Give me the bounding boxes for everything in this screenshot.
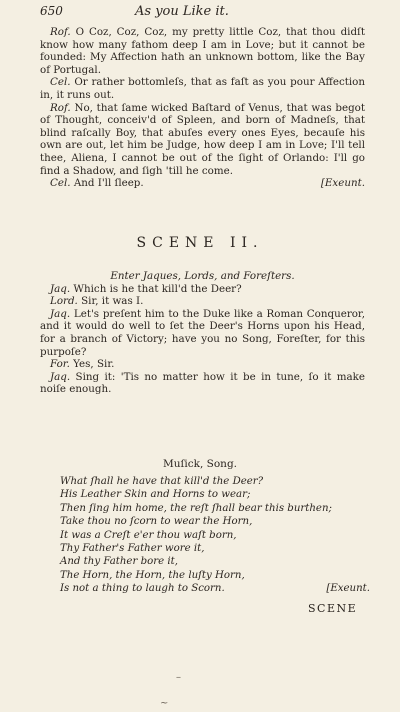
- song-line: The Horn, the Horn, the luſty Horn,: [60, 569, 245, 581]
- exit-direction: [Exeunt.: [320, 177, 365, 190]
- song-lyrics: [60, 475, 370, 596]
- stage-direction: Enter Jaques, Lords, and Foreſters.: [110, 270, 295, 282]
- song-line-last: Is not a thing to laugh to Scorn. [Exeunt.: [60, 583, 370, 595]
- speech-rosalind-1: Rof. O Coz, Coz, Coz, my pretty little Coz, that thou didſt know how many fathom deep I am in Love; but it cannot be founded: My Affection hath an unknown bottom, like the Bay of Portugal.: [40, 26, 365, 76]
- dialogue-block-scene2: [40, 270, 365, 396]
- speech-jaques-3: Jaq. Sing it: 'Tis no matter how it be in tune, ſo it make noiſe enough.: [40, 370, 365, 396]
- running-title: As you Like it.: [135, 4, 229, 19]
- song-line: What ſhall he have that kill'd the Deer?: [60, 476, 264, 487]
- dialogue-block-top: [40, 26, 365, 190]
- song-line: It was a Creſt e'er thou waſt born,: [60, 529, 237, 541]
- song-exit-direction: [Exeunt.: [326, 583, 370, 595]
- song-line: And thy Father bore it,: [60, 556, 178, 568]
- speech-lord-1: Lord. Sir, it was I.: [50, 295, 144, 308]
- speech-jaques-1: Jaq. Which is he that kill'd the Deer?: [50, 282, 242, 295]
- speech-celia-2: Cel. And I'll ſleep. [Exeunt.: [50, 177, 365, 190]
- speech-rosalind-2: Rof. No, that ſame wicked Baſtard of Venus, that was begot of Thought, conceiv'd of Spleen, and born of Madneſs, that blind raſcally Boy, that abuſes every ones Eyes, becauſe his own are out, let him be Judge, how deep I am in Love; I'll tell thee, Aliena, I cannot be out of the ſight of Orlando: I'll go find a Shadow, and ſigh 'till he come.: [40, 101, 365, 177]
- scene-heading: SCENE II.: [136, 235, 264, 251]
- stray-mark: ~: [160, 698, 169, 709]
- speech-celia-1: Cel. Or rather bottomleſs, that as faſt as you pour Affection in, it runs out.: [40, 76, 365, 101]
- song-line: His Leather Skin and Horns to wear;: [60, 489, 251, 501]
- page-number: 650: [40, 4, 63, 18]
- song-line: Take thou no ſcorn to wear the Horn,: [60, 516, 253, 528]
- stray-mark: –: [176, 672, 181, 683]
- catchword: SCENE: [308, 602, 358, 615]
- speech-forester-1: For. Yes, Sir.: [50, 358, 115, 371]
- running-header: [40, 4, 370, 20]
- song-line: Thy Father's Father wore it,: [60, 543, 205, 555]
- song-title: Muſick, Song.: [162, 458, 237, 470]
- song-line: Then ſing him home, the reſt ſhall bear this burthen;: [60, 502, 332, 514]
- speech-jaques-2: Jaq. Let's preſent him to the Duke like a Roman Conqueror, and it would do well to ſet the Deer's Horns upon his Head, for a branch of Victory; have you no Song, Foreſter, for this purpoſe?: [40, 307, 365, 358]
